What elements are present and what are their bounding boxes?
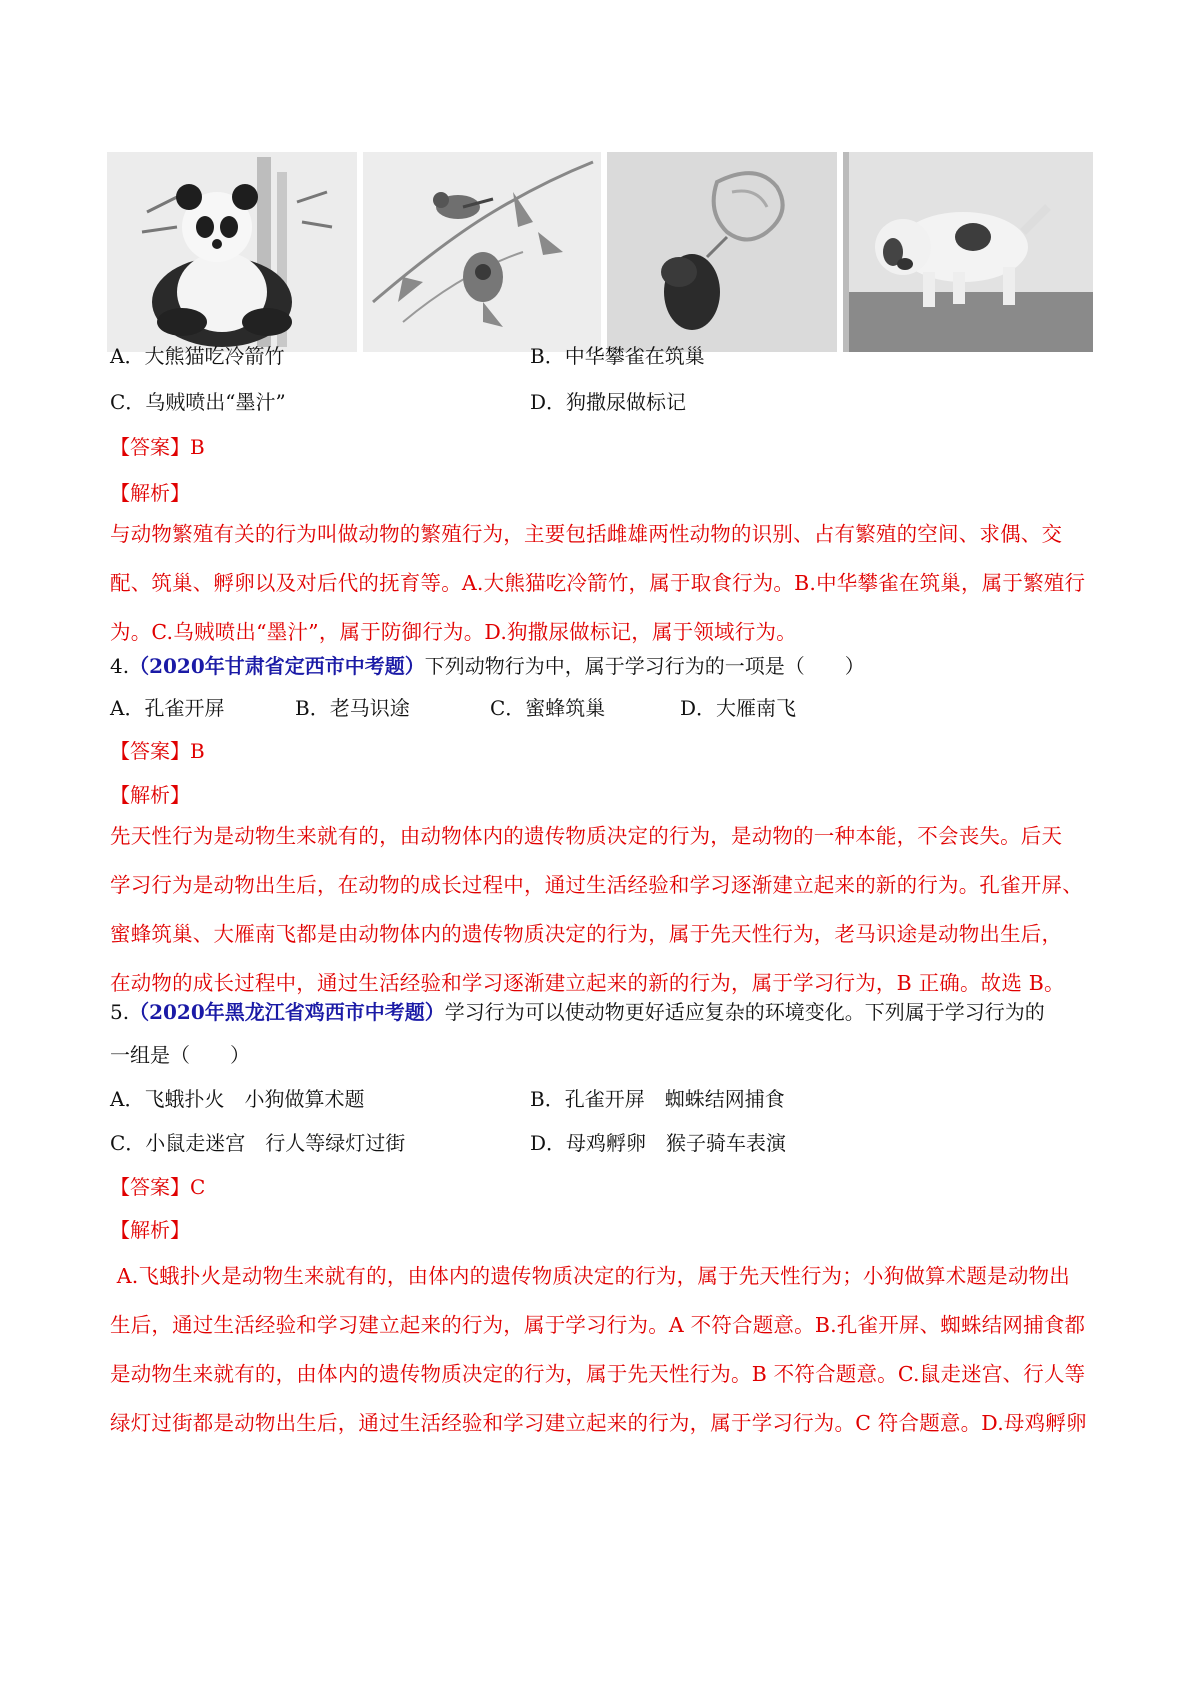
panda-eating-bamboo-image — [107, 152, 357, 352]
analysis-line: 为。C.乌贼喷出“墨汁”，属于防御行为。D.狗撒尿做标记，属于领域行为。 — [110, 620, 797, 644]
q4-analysis-label: 【解析】 — [110, 783, 190, 807]
q3-option-d: D．狗撒尿做标记 — [530, 390, 687, 414]
answer-value: B — [190, 435, 205, 459]
q5-option-a: A．飞蛾扑火 小狗做算术题 — [110, 1087, 365, 1111]
penduline-tit-building-nest-image — [363, 152, 601, 352]
answer-label: 【答案】 — [110, 1175, 190, 1199]
q5-option-b: B．孔雀开屏 蜘蛛结网捕食 — [530, 1087, 785, 1111]
answer-value: C — [190, 1175, 206, 1199]
answer-label: 【答案】 — [110, 435, 190, 459]
analysis-line: 是动物生来就有的，由体内的遗传物质决定的行为，属于先天性行为。B 不符合题意。C.鼠走迷宫、行人等 — [110, 1362, 1086, 1386]
q5-option-c: C．小鼠走迷宫 行人等绿灯过街 — [110, 1131, 406, 1155]
q3-analysis — [110, 510, 1100, 657]
q4-option-b: B．老马识途 — [295, 696, 410, 720]
q4-analysis — [110, 812, 1100, 1008]
analysis-line: 蜜蜂筑巢、大雁南飞都是由动物体内的遗传物质决定的行为，属于先天性行为，老马识途是动物出生后， — [110, 922, 1063, 946]
dog-marking-territory-image — [843, 152, 1093, 352]
option-photos — [107, 152, 1097, 352]
analysis-line: 在动物的成长过程中，通过生活经验和学习逐渐建立起来的新的行为，属于学习行为，B 正确。故选 B。 — [110, 971, 1065, 995]
q3-option-c: C．乌贼喷出“墨汁” — [110, 390, 286, 414]
question-text: 下列动物行为中，属于学习行为的一项是（ ） — [424, 654, 865, 678]
analysis-line: 先天性行为是动物生来就有的，由动物体内的遗传物质决定的行为，是动物的一种本能，不会丧失。后天 — [110, 824, 1063, 848]
q3-analysis-label: 【解析】 — [110, 481, 190, 505]
q3-answer — [110, 431, 205, 463]
analysis-line: 生后，通过生活经验和学习建立起来的行为，属于学习行为。A 不符合题意。B.孔雀开屏、蜘蛛结网捕食都 — [110, 1313, 1086, 1337]
q5-stem — [110, 996, 1045, 1028]
q4-stem — [110, 650, 865, 682]
squid-ejecting-ink-image — [607, 152, 837, 352]
analysis-line: 与动物繁殖有关的行为叫做动物的繁殖行为，主要包括雌雄两性动物的识别、占有繁殖的空间、求偶、交 — [110, 522, 1063, 546]
answer-label: 【答案】 — [110, 739, 190, 763]
q5-analysis — [110, 1252, 1100, 1448]
q3-option-a: A．大熊猫吃冷箭竹 — [110, 344, 285, 368]
question-number: 4. — [110, 654, 130, 678]
q5-analysis-label: 【解析】 — [110, 1218, 190, 1242]
q3-option-b: B．中华攀雀在筑巢 — [530, 344, 705, 368]
q5-stem-line2: 一组是（ ） — [110, 1043, 250, 1067]
analysis-line: 配、筑巢、孵卵以及对后代的抚育等。A.大熊猫吃冷箭竹，属于取食行为。B.中华攀雀在筑巢，属于繁殖行 — [110, 571, 1086, 595]
question-source: （2020年甘肃省定西市中考题） — [129, 654, 425, 678]
q5-option-d: D．母鸡孵卵 猴子骑车表演 — [530, 1131, 787, 1155]
q4-option-a: A．孔雀开屏 — [110, 696, 225, 720]
q5-answer — [110, 1171, 205, 1203]
question-number: 5. — [110, 1000, 130, 1024]
question-text: 学习行为可以使动物更好适应复杂的环境变化。下列属于学习行为的 — [444, 1000, 1045, 1024]
question-source: （2020年黑龙江省鸡西市中考题） — [129, 1000, 445, 1024]
q4-option-c: C．蜜蜂筑巢 — [490, 696, 606, 720]
answer-value: B — [190, 739, 205, 763]
analysis-line: A.飞蛾扑火是动物生来就有的，由体内的遗传物质决定的行为，属于先天性行为；小狗做算术题是动物出 — [110, 1264, 1070, 1288]
q4-answer — [110, 735, 205, 767]
analysis-line: 学习行为是动物出生后，在动物的成长过程中，通过生活经验和学习逐渐建立起来的新的行为。孔雀开屏、 — [110, 873, 1083, 897]
analysis-line: 绿灯过街都是动物出生后，通过生活经验和学习建立起来的行为，属于学习行为。C 符合题意。D.母鸡孵卵 — [110, 1411, 1087, 1435]
q4-option-d: D．大雁南飞 — [680, 696, 797, 720]
